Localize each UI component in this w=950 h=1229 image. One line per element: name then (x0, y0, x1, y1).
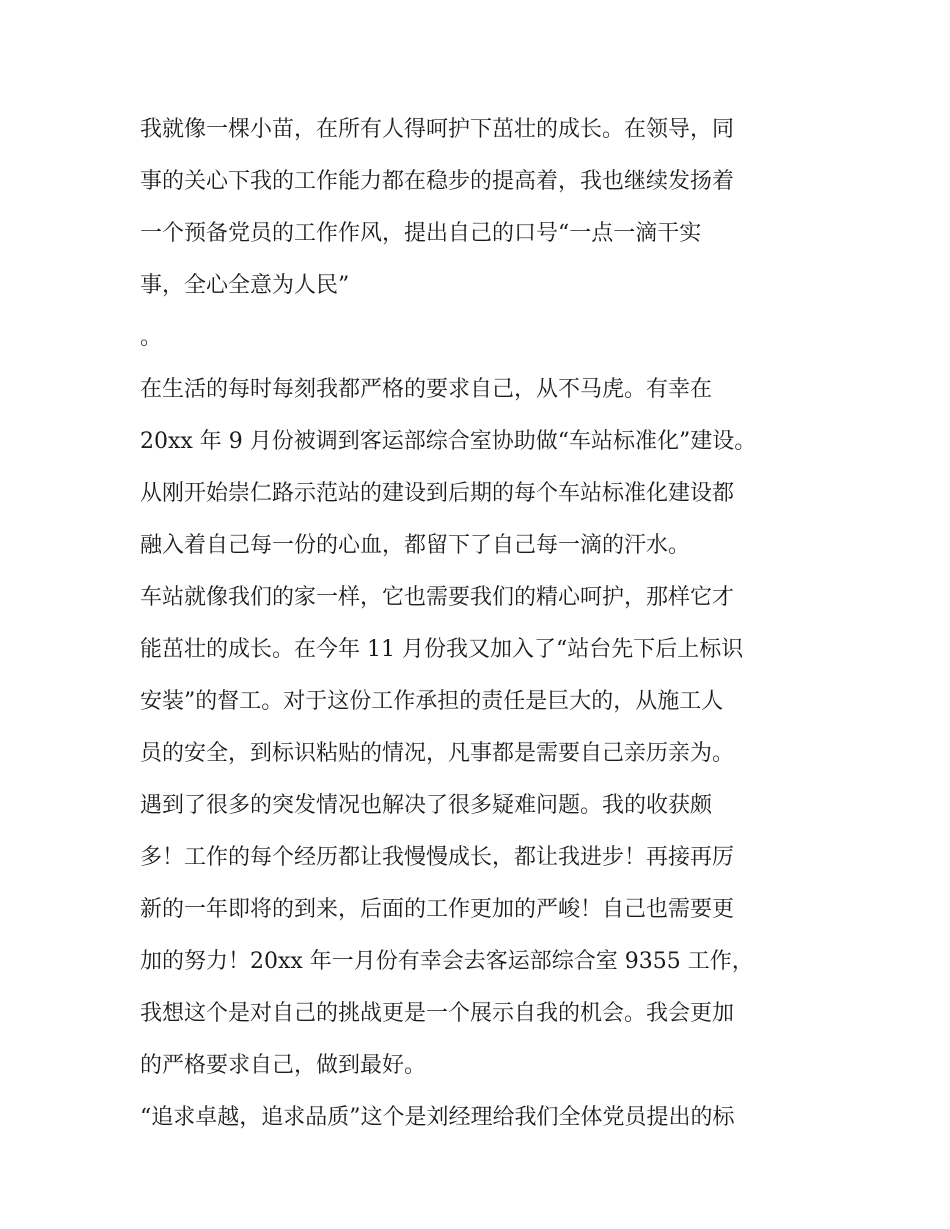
document-body (140, 108, 820, 1148)
text-line: 我就像一棵小苗，在所有人得呵护下茁壮的成长。在领导，同 (140, 117, 735, 142)
text-line: “追求卓越，追求品质”这个是刘经理给我们全体党员提出的标 (140, 1105, 735, 1130)
text-line: 从刚开始崇仁路示范站的建设到后期的每个车站标准化建设都 (140, 481, 735, 506)
text-line: 20xx 年 9 月份被调到客运部综合室协助做“车站标准化”建设。 (140, 429, 757, 454)
text-line: 在生活的每时每刻我都严格的要求自己，从不马虎。有幸在 (140, 377, 713, 402)
text-line: 新的一年即将的到来，后面的工作更加的严峻！自己也需要更 (140, 897, 735, 922)
text-line: 车站就像我们的家一样，它也需要我们的精心呵护，那样它才 (140, 585, 735, 610)
text-line: 安装”的督工。对于这份工作承担的责任是巨大的，从施工人 (140, 689, 724, 714)
text-line: 。 (140, 325, 163, 350)
text-line: 的严格要求自己，做到最好。 (140, 1053, 427, 1078)
text-line: 事，全心全意为人民” (140, 273, 350, 298)
text-line: 事的关心下我的工作能力都在稳步的提高着，我也继续发扬着 (140, 169, 735, 194)
text-line: 加的努力！20xx 年一月份有幸会去客运部综合室 9355 工作， (140, 949, 754, 974)
text-line: 融入着自己每一份的心血，都留下了自己每一滴的汗水。 (140, 533, 691, 558)
text-line: 我想这个是对自己的挑战更是一个展示自我的机会。我会更加 (140, 1001, 735, 1026)
text-line: 多！工作的每个经历都让我慢慢成长，都让我进步！再接再厉 (140, 845, 735, 870)
text-line: 一个预备党员的工作作风，提出自己的口号“一点一滴干实 (140, 221, 702, 246)
text-line: 遇到了很多的突发情况也解决了很多疑难问题。我的收获颇 (140, 793, 713, 818)
text-line: 能茁壮的成长。在今年 11 月份我又加入了“站台先下后上标识 (140, 637, 744, 662)
text-line: 员的安全，到标识粘贴的情况，凡事都是需要自己亲历亲为。 (140, 741, 735, 766)
